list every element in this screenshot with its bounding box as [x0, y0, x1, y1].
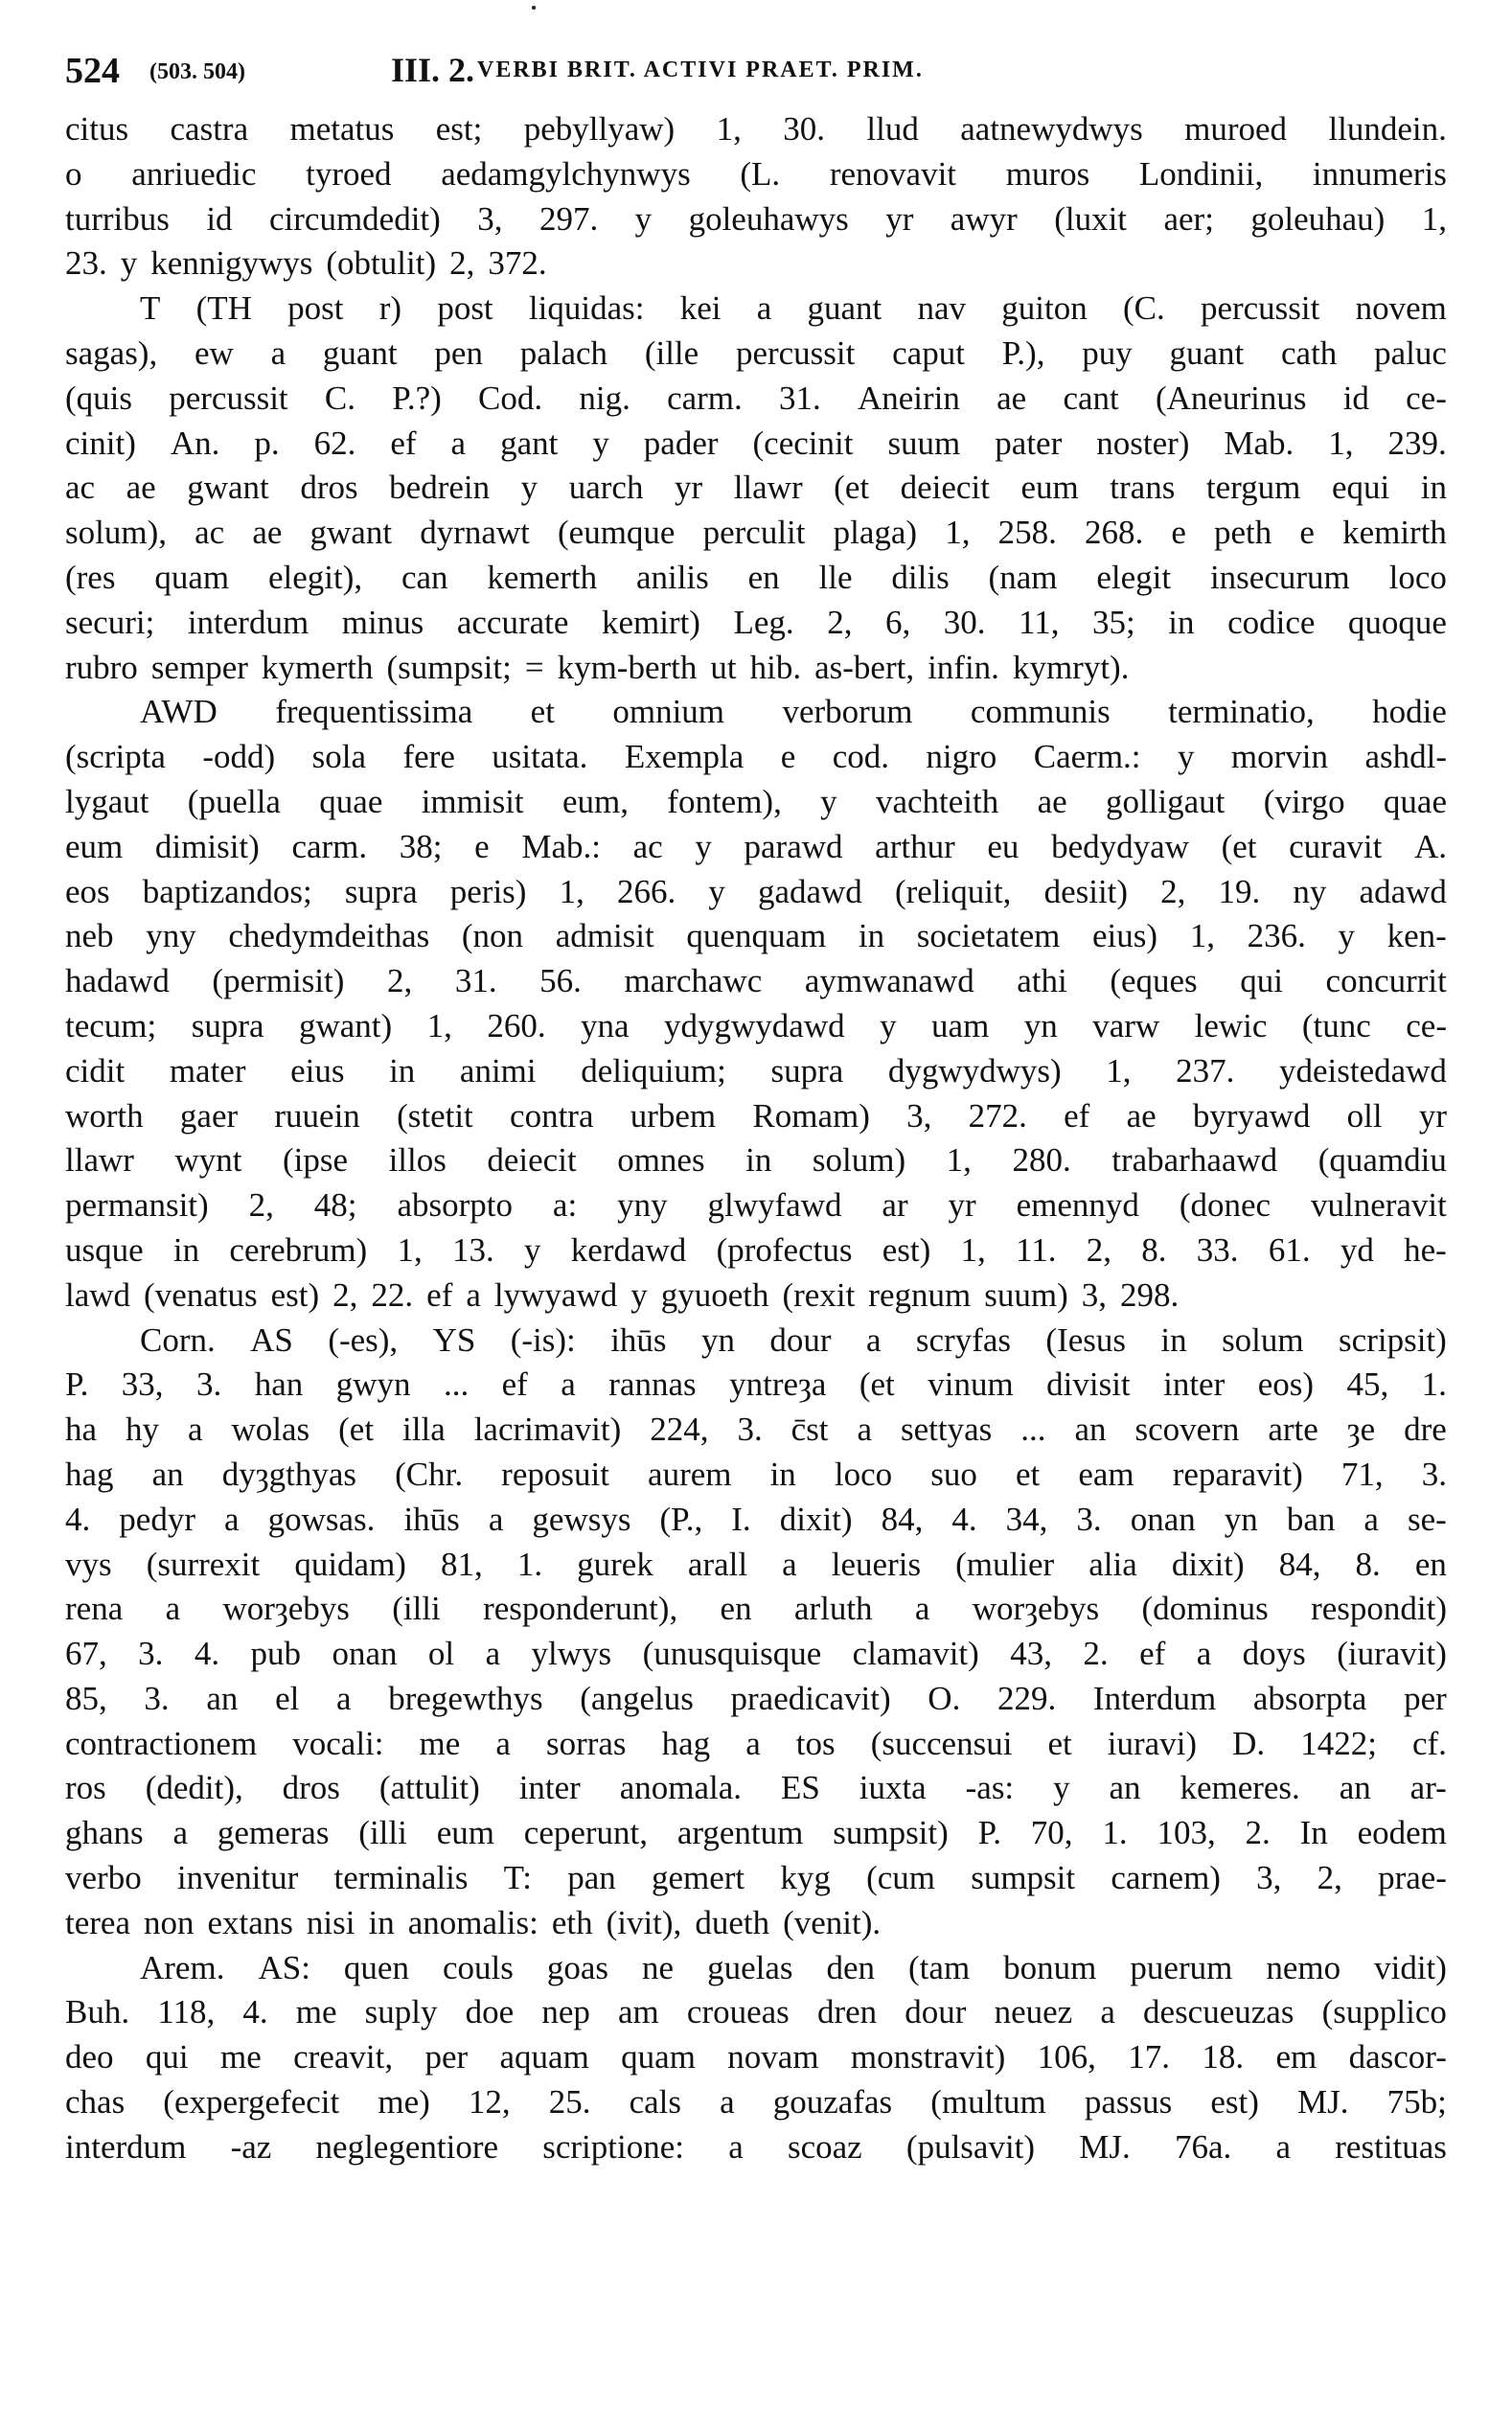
running-title: VERBI BRIT. ACTIVI PRAET. PRIM.: [477, 57, 924, 82]
text-line: AWD frequentissima et omnium verborum communis terminatio, hodie: [140, 693, 1447, 731]
text-line: chas (expergefecit me) 12, 25. cals a gouzafas (multum passus est) MJ. 75b;: [65, 2083, 1447, 2122]
text-line: cinit) An. p. 62. ef a gant y pader (cecinit suum pater noster) Mab. 1, 239.: [65, 424, 1447, 462]
text-line: 85, 3. an el a bregewthys (angelus praedicavit) O. 229. Interdum absorpta per: [65, 1679, 1447, 1717]
text-line: ac ae gwant dros bedrein y uarch yr llawr (et deiecit eum trans tergum equi in: [65, 469, 1447, 507]
text-line: securi; interdum minus accurate kemirt) Leg. 2, 6, 30. 11, 35; in codice quoque: [65, 603, 1447, 641]
text-line: cidit mater eius in animi deliquium; supra dygwydwys) 1, 237. ydeistedawd: [65, 1051, 1447, 1090]
text-line: vys (surrexit quidam) 81, 1. gurek arall a leueris (mulier alia dixit) 84, 8. en: [65, 1545, 1447, 1583]
text-line: permansit) 2, 48; absorpto a: yny glwyfawd ar yr emennyd (donec vulneravit: [65, 1186, 1447, 1225]
text-line: ha hy a wolas (et illa lacrimavit) 224, 3. c̄st a settyas ... an scovern arte ȝe dre: [65, 1411, 1447, 1449]
text-line: usque in cerebrum) 1, 13. y kerdawd (profectus est) 1, 11. 2, 8. 33. 61. yd he-: [65, 1230, 1447, 1269]
page-header: [65, 50, 1445, 107]
text-line: terea non extans nisi in anomalis: eth (ivit), dueth (venit).: [65, 1903, 882, 1941]
text-line: 4. pedyr a gowsas. ihūs a gewsys (P., I. dixit) 84, 4. 34, 3. onan yn ban a se-: [65, 1500, 1447, 1538]
text-line: rena a worȝebys (illi responderunt), en arluth a worȝebys (dominus respondit): [65, 1590, 1447, 1628]
text-line: sagas), ew a guant pen palach (ille percussit caput P.), puy guant cath paluc: [65, 333, 1447, 372]
text-line: eos baptizandos; supra peris) 1, 266. y gadawd (reliquit, desiit) 2, 19. ny adawd: [65, 872, 1447, 910]
text-line: 23. y kennigywys (obtulit) 2, 372.: [65, 244, 547, 283]
text-line: interdum -az neglegentiore scriptione: a scoaz (pulsavit) MJ. 76a. a restituas: [65, 2127, 1447, 2166]
text-line: Arem. AS: quen couls goas ne guelas den (tam bonum puerum nemo vidit): [140, 1948, 1447, 1986]
text-line: turribus id circumdedit) 3, 297. y goleuhawys yr awyr (luxit aer; goleuhau) 1,: [65, 199, 1447, 238]
speck-mark: [532, 6, 536, 10]
text-line: eum dimisit) carm. 38; e Mab.: ac y parawd arthur eu bedydyaw (et curavit A.: [65, 827, 1447, 865]
section-number: III. 2.: [391, 51, 475, 89]
text-line: worth gaer ruuein (stetit contra urbem Romam) 3, 272. ef ae byryawd oll yr: [65, 1096, 1447, 1135]
text-line: ghans a gemeras (illi eum ceperunt, argentum sumpsit) P. 70, 1. 103, 2. In eodem: [65, 1814, 1447, 1852]
text-line: contractionem vocali: me a sorras hag a tos (succensui et iuravi) D. 1422; cf.: [65, 1724, 1447, 1762]
text-line: rubro semper kymerth (sumpsit; = kym-berth ut hib. as-bert, infin. kymryt).: [65, 648, 1130, 686]
text-line: ros (dedit), dros (attulit) inter anomala. ES iuxta -as: y an kemeres. an ar-: [65, 1769, 1447, 1807]
text-line: (res quam elegit), can kemerth anilis en lle dilis (nam elegit insecurum loco: [65, 558, 1447, 596]
text-line: verbo invenitur terminalis T: pan gemert kyg (cum sumpsit carnem) 3, 2, prae-: [65, 1859, 1447, 1897]
text-line: lawd (venatus est) 2, 22. ef a lywyawd y gyuoeth (rexit regnum suum) 3, 298.: [65, 1275, 1180, 1314]
text-line: citus castra metatus est; pebyllyaw) 1, 30. llud aatnewydwys muroed llundein.: [65, 110, 1447, 148]
text-line: Corn. AS (-es), YS (-is): ihūs yn dour a scryfas (Iesus in solum scripsit): [140, 1320, 1447, 1359]
text-line: solum), ac ae gwant dyrnawt (eumque perculit plaga) 1, 258. 268. e peth e kemirth: [65, 514, 1447, 552]
text-line: T (TH post r) post liquidas: kei a guant nav guiton (C. percussit novem: [140, 289, 1447, 328]
text-line: (scripta -odd) sola fere usitata. Exempla e cod. nigro Caerm.: y morvin ashdl-: [65, 738, 1447, 776]
text-line: 67, 3. 4. pub onan ol a ylwys (unusquisque clamavit) 43, 2. ef a doys (iuravit): [65, 1635, 1447, 1673]
text-line: hadawd (permisit) 2, 31. 56. marchawc aymwanawd athi (eques qui concurrit: [65, 962, 1447, 1000]
text-line: tecum; supra gwant) 1, 260. yna ydygwydawd y uam yn varw lewic (tunc ce-: [65, 1006, 1447, 1044]
text-line: llawr wynt (ipse illos deiecit omnes in solum) 1, 280. trabarhaawd (quamdiu: [65, 1141, 1447, 1180]
body-text: [65, 107, 1447, 2170]
text-line: neb yny chedymdeithas (non admisit quenquam in societatem eius) 1, 236. y ken-: [65, 917, 1447, 955]
text-line: o anriuedic tyroed aedamgylchynwys (L. renovavit muros Londinii, innumeris: [65, 154, 1447, 193]
text-line: hag an dyȝgthyas (Chr. reposuit aurem in loco suo et eam reparavit) 71, 3.: [65, 1455, 1447, 1493]
header-reference: (503. 504): [149, 59, 245, 84]
text-line: (quis percussit C. P.?) Cod. nig. carm. 31. Aneirin ae cant (Aneurinus id ce-: [65, 379, 1447, 417]
text-line: Buh. 118, 4. me suply doe nep am croueas dren dour neuez a descueuzas (supplico: [65, 1993, 1447, 2031]
text-line: deo qui me creavit, per aquam quam novam monstravit) 106, 17. 18. em dascor-: [65, 2038, 1447, 2076]
page-number: 524: [65, 51, 120, 91]
text-line: P. 33, 3. han gwyn ... ef a rannas yntreȝa (et vinum divisit inter eos) 45, 1.: [65, 1365, 1447, 1404]
text-line: lygaut (puella quae immisit eum, fontem), y vachteith ae golligaut (virgo quae: [65, 782, 1447, 820]
